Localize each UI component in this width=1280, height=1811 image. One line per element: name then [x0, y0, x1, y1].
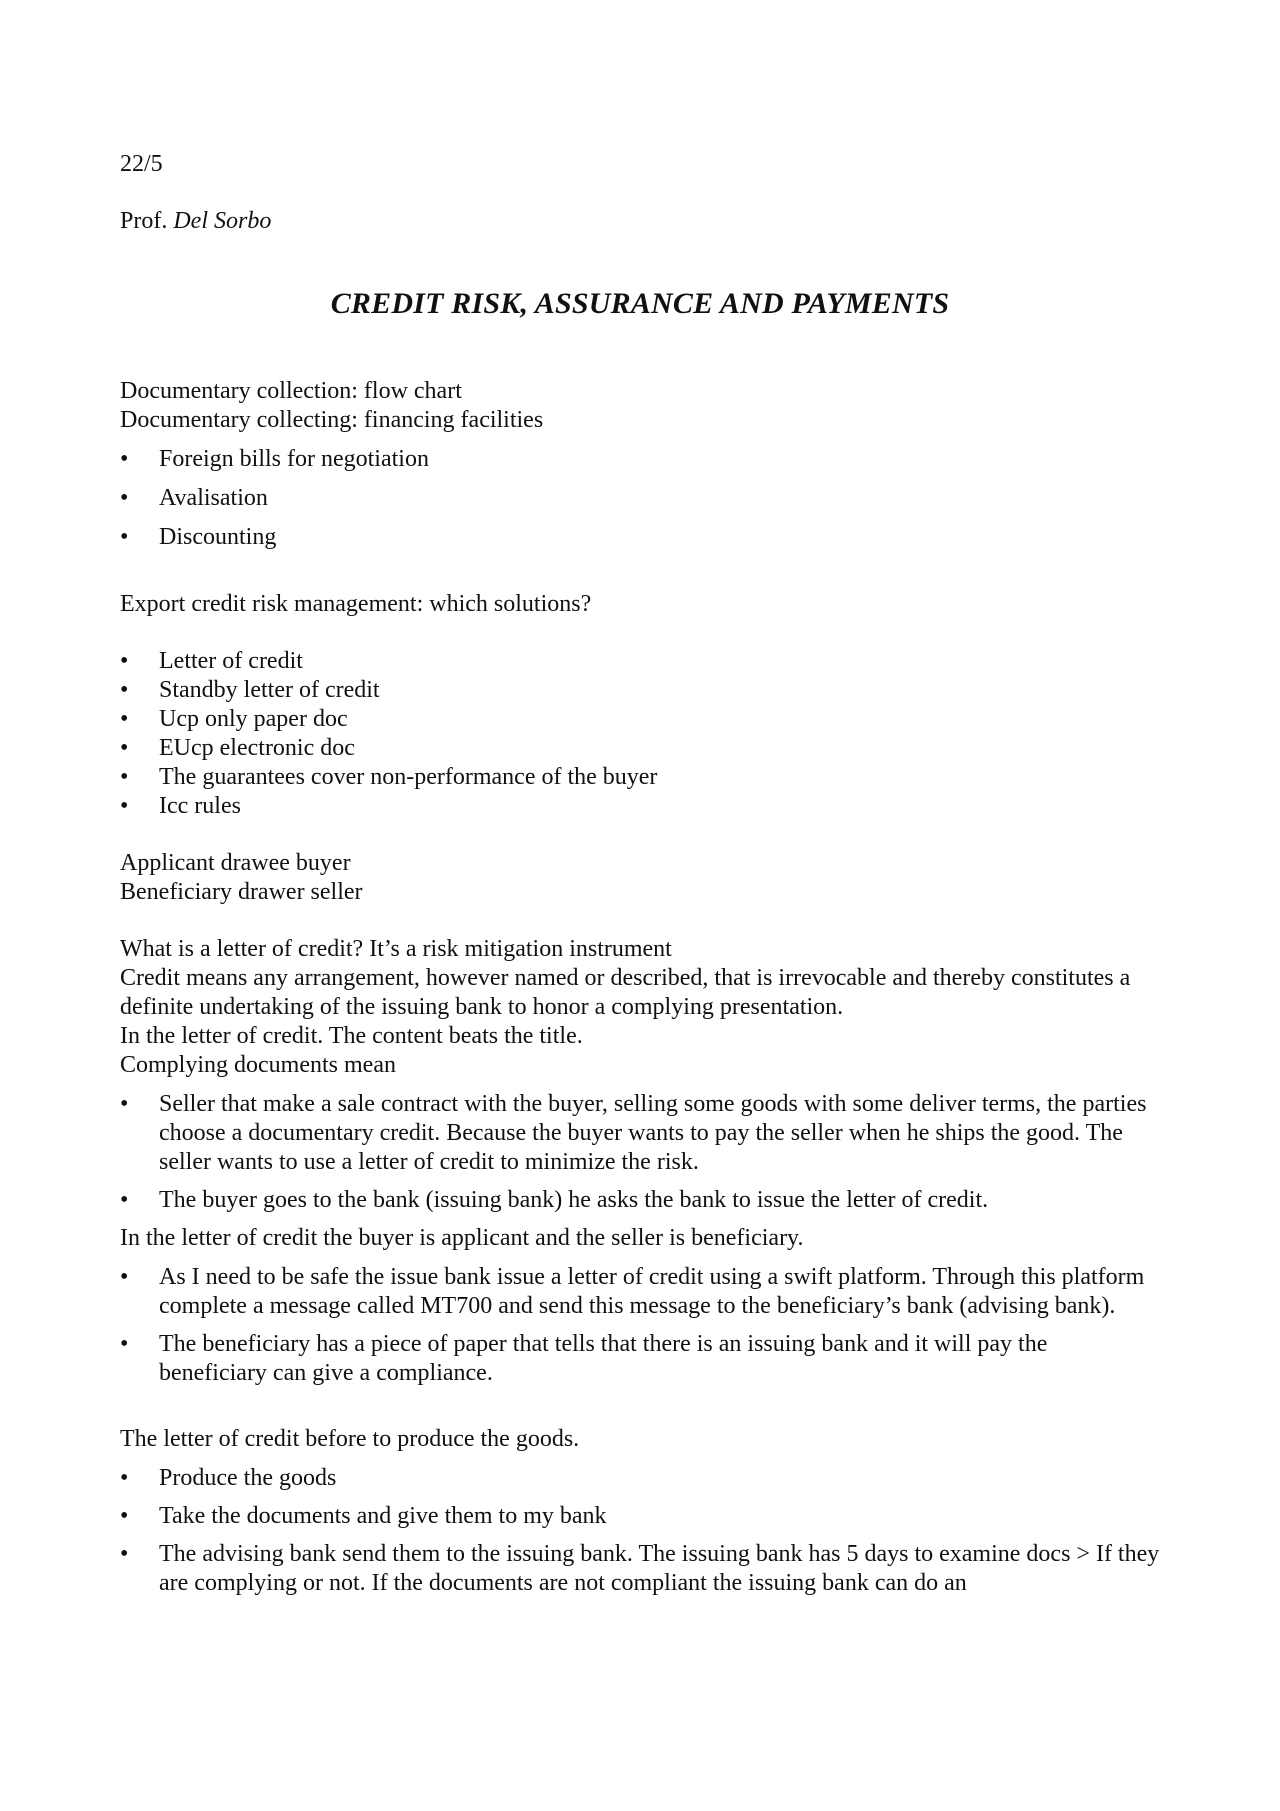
section4-line3: In the letter of credit. The content beats the title. — [120, 1023, 583, 1049]
bullet-glyph: • — [120, 1264, 129, 1290]
list-item-text: Seller that make a sale contract with the buyer, selling some goods with some deliver terms, the parties choose a documentary credit. Because the buyer wants to pay the seller when he ships the good. The seller wants to use a letter of credit to minimize the risk. — [159, 1091, 1147, 1175]
complying-documents-list — [120, 1090, 1160, 1215]
list-item — [120, 1540, 1160, 1598]
bullet-glyph: • — [120, 1503, 129, 1529]
bullet-glyph: • — [120, 485, 129, 511]
list-item — [120, 1090, 1160, 1177]
financing-facilities-list — [120, 445, 1160, 552]
bullet-glyph: • — [120, 1187, 129, 1213]
prof-name: Del Sorbo — [173, 208, 272, 234]
bullet-glyph: • — [120, 1331, 129, 1357]
list-item — [120, 523, 1160, 552]
list-item-text: Take the documents and give them to my bank — [159, 1503, 607, 1529]
section1-line1: Documentary collection: flow chart — [120, 378, 462, 404]
list-item-text: As I need to be safe the issue bank issue a letter of credit using a swift platform. Through this platform complete a message called MT700 and send this message to the beneficiary’s bank (advising bank). — [159, 1264, 1145, 1319]
list-item-text: The beneficiary has a piece of paper that tells that there is an issuing bank and it will pay the beneficiary can give a compliance. — [159, 1331, 1048, 1386]
list-item — [120, 676, 1160, 705]
prof-prefix: Prof. — [120, 208, 168, 234]
list-item-text: The buyer goes to the bank (issuing bank) he asks the bank to issue the letter of credit. — [159, 1187, 989, 1213]
list-item — [120, 445, 1160, 474]
list-item — [120, 1186, 1160, 1215]
list-item — [120, 1464, 1160, 1493]
list-item — [120, 484, 1160, 513]
list-item-text: Standby letter of credit — [159, 677, 380, 703]
section3-line2: Beneficiary drawer seller — [120, 879, 363, 905]
list-item-text: The advising bank send them to the issuing bank. The issuing bank has 5 days to examine docs > If they are complying or not. If the documents are not compliant the issuing bank can do an — [159, 1541, 1160, 1596]
list-item — [120, 734, 1160, 763]
section4-line2: Credit means any arrangement, however named or described, that is irrevocable and thereby constitutes a definite undertaking of the issuing bank to honor a complying presentation. — [120, 965, 1131, 1020]
list-item-text: Produce the goods — [159, 1465, 337, 1491]
list-item-text: Avalisation — [159, 485, 268, 511]
section4-line4: Complying documents mean — [120, 1052, 396, 1078]
bullet-glyph: • — [120, 446, 129, 472]
list-item-text: Foreign bills for negotiation — [159, 446, 429, 472]
bullet-glyph: • — [120, 1091, 129, 1117]
professor-line — [120, 207, 1160, 236]
issuing-process-list — [120, 1263, 1160, 1388]
section3-line1: Applicant drawee buyer — [120, 850, 351, 876]
bullet-glyph: • — [120, 677, 129, 703]
solutions-list — [120, 647, 1160, 821]
list-item-text: Letter of credit — [159, 648, 303, 674]
bullet-glyph: • — [120, 764, 129, 790]
list-item-text: The guarantees cover non-performance of the buyer — [159, 764, 658, 790]
list-item-text: Icc rules — [159, 793, 241, 819]
section4-line5: In the letter of credit the buyer is applicant and the seller is beneficiary. — [120, 1225, 804, 1251]
list-item — [120, 1263, 1160, 1321]
document-title: CREDIT RISK, ASSURANCE AND PAYMENTS — [330, 287, 950, 320]
bullet-glyph: • — [120, 1465, 129, 1491]
section4-line1: What is a letter of credit? It’s a risk mitigation instrument — [120, 936, 672, 962]
section2-heading: Export credit risk management: which solutions? — [120, 591, 592, 617]
list-item — [120, 763, 1160, 792]
bullet-glyph: • — [120, 735, 129, 761]
list-item — [120, 792, 1160, 821]
date-line: 22/5 — [120, 151, 163, 177]
section1-line2: Documentary collecting: financing facilities — [120, 407, 544, 433]
bullet-glyph: • — [120, 648, 129, 674]
section5-line1: The letter of credit before to produce the goods. — [120, 1426, 580, 1452]
list-item — [120, 647, 1160, 676]
list-item-text: Discounting — [159, 524, 277, 550]
document-page — [120, 150, 1160, 1607]
list-item — [120, 1330, 1160, 1388]
bullet-glyph: • — [120, 793, 129, 819]
list-item-text: EUcp electronic doc — [159, 735, 355, 761]
production-steps-list — [120, 1464, 1160, 1598]
bullet-glyph: • — [120, 1541, 129, 1567]
list-item-text: Ucp only paper doc — [159, 706, 348, 732]
list-item — [120, 705, 1160, 734]
bullet-glyph: • — [120, 524, 129, 550]
list-item — [120, 1502, 1160, 1531]
bullet-glyph: • — [120, 706, 129, 732]
